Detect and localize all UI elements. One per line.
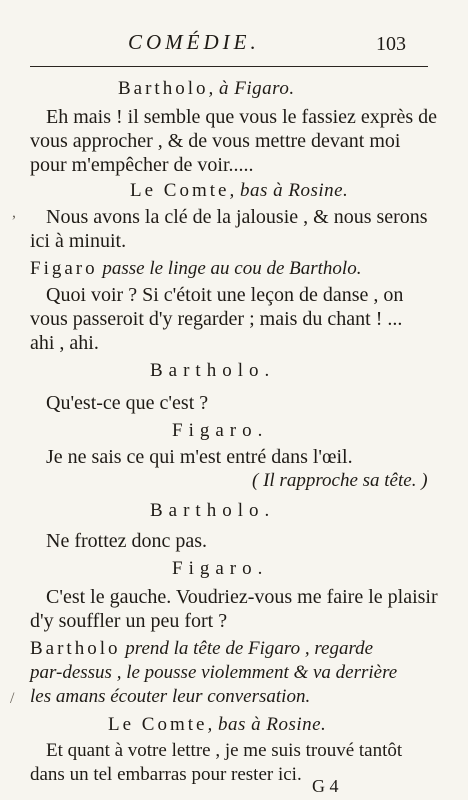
- speaker-bartholo-2: Bartholo.: [150, 360, 276, 381]
- text-line: Et quant à votre lettre , je me suis trouvé tantôt: [46, 740, 403, 761]
- speaker-figaro-1: Figaro.: [172, 420, 269, 441]
- stage-text: passe le linge au cou de Bartholo.: [102, 258, 362, 279]
- stage-aside: ( Il rapproche sa tête. ): [252, 470, 428, 491]
- speaker-direction: , bas à Rosine.: [207, 714, 327, 735]
- stage-speaker: Bartholo: [30, 638, 121, 659]
- stage-text: prend la tête de Figaro , regarde: [125, 638, 374, 659]
- speaker-name: Bartholo: [118, 78, 209, 99]
- stage-direction-1: [30, 258, 361, 280]
- speaker-direction: , à Figaro.: [208, 78, 295, 99]
- margin-smudge: ,: [12, 204, 16, 221]
- speaker-comte-1: [130, 180, 348, 202]
- running-head: COMÉDIE.: [128, 30, 260, 54]
- text-line: Qu'est-ce que c'est ?: [46, 392, 209, 414]
- text-line: ici à minuit.: [30, 230, 127, 252]
- speaker-bartholo-3: Bartholo.: [150, 500, 276, 521]
- text-line: Eh mais ! il semble que vous le fassiez exprès de: [46, 106, 437, 128]
- text-line: ahi , ahi.: [30, 332, 99, 354]
- stage-speaker: Figaro: [30, 258, 98, 279]
- text-line: vous passeroit d'y regarder ; mais du chant ! ...: [30, 308, 403, 330]
- text-line: pour m'empêcher de voir.....: [30, 154, 254, 176]
- text-line: Nous avons la clé de la jalousie , & nous serons: [46, 206, 428, 228]
- text-line: Ne frottez donc pas.: [46, 530, 208, 552]
- stage-text-line: par-dessus , le pousse violemment & va derrière: [30, 662, 398, 683]
- text-line: Je ne sais ce qui m'est entré dans l'œil.: [46, 446, 353, 468]
- margin-smudge: /: [10, 690, 15, 707]
- signature-mark: G 4: [312, 776, 339, 796]
- stage-text-line: les amans écouter leur conversation.: [30, 686, 311, 707]
- text-line: dans un tel embarras pour rester ici.: [30, 764, 302, 785]
- speaker-direction: , bas à Rosine.: [229, 180, 349, 201]
- stage-direction-2: [30, 638, 373, 660]
- speaker-name: Le Comte: [108, 714, 208, 735]
- text-line: d'y souffler un peu fort ?: [30, 610, 228, 632]
- page-number: 103: [376, 33, 406, 55]
- text-line: Quoi voir ? Si c'étoit une leçon de danse , on: [46, 284, 404, 306]
- speaker-bartholo-1: [118, 78, 295, 100]
- text-line: vous approcher , & de vous mettre devant moi: [30, 130, 401, 152]
- speaker-figaro-2: Figaro.: [172, 558, 269, 579]
- header-rule: [30, 66, 428, 67]
- speaker-name: Le Comte: [130, 180, 230, 201]
- text-line: C'est le gauche. Voudriez-vous me faire le plaisir: [46, 586, 438, 608]
- speaker-comte-2: [108, 714, 326, 736]
